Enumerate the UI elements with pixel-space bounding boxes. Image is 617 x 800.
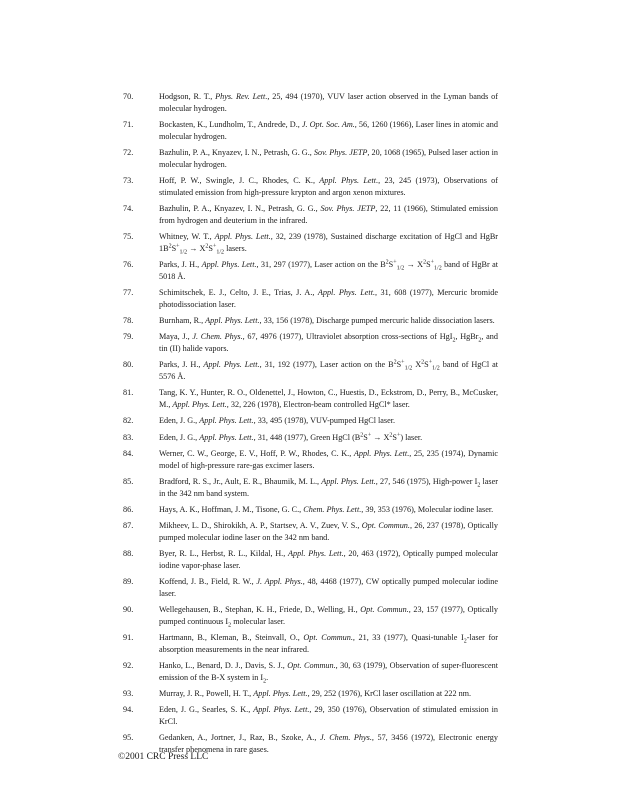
reference-number: 94. — [123, 705, 134, 715]
reference-item — [0, 604, 617, 627]
reference-item — [0, 359, 617, 382]
reference-number: 88. — [123, 549, 134, 559]
reference-text: Bockasten, K., Lundholm, T., Andrede, D., J. Opt. Soc. Am., 56, 1260 (1966), Laser lines in atomic and molecular hydrogen. — [159, 120, 498, 141]
reference-item — [0, 576, 617, 599]
reference-item — [0, 432, 617, 444]
reference-item — [0, 660, 617, 683]
reference-item — [0, 315, 617, 327]
reference-text: Hodgson, R. T., Phys. Rev. Lett., 25, 494 (1970), VUV laser action observed in the Lyman bands of molecular hydrogen. — [159, 92, 498, 113]
reference-text: Bazhulin, P. A., Knyazev, I. N., Petrash, G. G., Sov. Phys. JETP, 22, 11 (1966), Stimulated emission from hydrogen and deuterium in the infrared. — [159, 204, 498, 225]
reference-text: Hays, A. K., Hoffman, J. M., Tisone, G. C., Chem. Phys. Lett., 39, 353 (1976), Molecular iodine laser. — [159, 504, 494, 514]
reference-number: 82. — [123, 416, 134, 426]
reference-item — [0, 331, 617, 354]
reference-list — [0, 91, 617, 760]
reference-item — [0, 704, 617, 727]
reference-text: Tang, K. Y., Hunter, R. O., Oldenettel, J., Howton, C., Huestis, D., Eckstrom, D., Perry, B., McCusker, M., Appl. Phys. Lett., 32, 226 (1978), Electron-beam controlled HgCl* laser. — [159, 388, 498, 409]
reference-item — [0, 231, 617, 254]
reference-number: 78. — [123, 316, 134, 325]
reference-text: Werner, C. W., George, E. V., Hoff, P. W., Rhodes, C. K., Appl. Phys. Lett., 25, 235 (1974), Dynamic model of high-pressure rare-gas excimer lasers. — [159, 448, 498, 470]
reference-number: 74. — [123, 204, 134, 213]
reference-number: 77. — [123, 288, 134, 297]
reference-text: Koffend, J. B., Field, R. W., J. Appl. Phys., 48, 4468 (1977), CW optically pumped molecular iodine laser. — [159, 577, 498, 598]
reference-number: 75. — [123, 232, 134, 241]
reference-item — [0, 147, 617, 170]
reference-number: 70. — [123, 92, 134, 101]
reference-number: 87. — [123, 521, 134, 531]
reference-text: Hanko, L., Benard, D. J., Davis, S. J., Opt. Commun., 30, 63 (1979), Observation of super-fluorescent emission of the B-X system in $I_2$. — [159, 661, 498, 685]
reference-number: 80. — [123, 360, 134, 370]
reference-text: Hoff, P. W., Swingle, J. C., Rhodes, C. K., Appl. Phys. Lett., 23, 245 (1973), Observations of stimulated emission from high-pressure krypton and argon xenon mixtures. — [159, 176, 498, 197]
reference-number: 85. — [123, 476, 134, 486]
reference-text: Bradford, R. S., Jr., Ault, E. R., Bhaumik, M. L., Appl. Phys. Lett., 27, 546 (1975), High-power $I_2$ laser in the 342 nm band system. — [159, 476, 498, 498]
reference-number: 89. — [123, 577, 134, 587]
reference-item — [0, 91, 617, 114]
reference-number: 86. — [123, 504, 134, 514]
reference-number: 81. — [123, 388, 134, 398]
reference-item — [0, 119, 617, 142]
reference-text: Mikheev, L. D., Shirokikh, A. P., Startsev, A. V., Zuev, V. S., Opt. Commun., 26, 237 (1978), Optically pumped molecular iodine laser on the 342 nm band. — [159, 521, 499, 542]
reference-number: 84. — [123, 448, 134, 458]
reference-text: Burnham, R., Appl. Phys. Lett., 33, 156 (1978), Discharge pumped mercuric halide dissociation lasers. — [159, 316, 495, 325]
reference-item — [0, 448, 617, 471]
reference-number: 71. — [123, 120, 134, 129]
copyright-footer: ©2001 CRC Press LLC — [118, 752, 209, 762]
reference-text: Eden, J. G., Appl. Phys. Lett., 33, 495 (1978), VUV-pumped HgCl laser. — [159, 416, 396, 426]
reference-text: Whitney, W. T., Appl. Phys. Lett., 32, 239 (1978), Sustained discharge excitation of HgCl and HgBr $1B^2S^+_{1/2} \to X^2S^+_{1/2}$ lasers. — [159, 232, 499, 256]
reference-item — [0, 520, 617, 543]
reference-text: Parks, J. H., Appl. Phys. Lett., 31, 297 (1977), Laser action on the $B^2S^+_{1/2} \to X^2S^+_{1/2}$ band of HgBr at 5018 Å. — [159, 259, 498, 281]
reference-text: Gedanken, A., Jortner, J., Raz, B., Szoke, A., J. Chem. Phys., 57, 3456 (1972), Electronic energy transfer phenomena in rare gases. — [159, 733, 498, 755]
reference-number: 92. — [123, 661, 134, 671]
reference-text: Hartmann, B., Kleman, B., Steinvall, O., Opt. Commun., 21, 33 (1977), Quasi-tunable $I_2$-laser for absorption measurements in the near infrared. — [159, 633, 499, 654]
reference-item — [0, 732, 617, 755]
reference-item — [0, 259, 617, 282]
reference-text: Eden, J. G., Searles, S. K., Appl. Phys. Lett., 29, 350 (1976), Observation of stimulated emission in KrCl. — [159, 705, 498, 727]
reference-number: 73. — [123, 176, 134, 185]
reference-item — [0, 203, 617, 226]
reference-text: Wellegehausen, B., Stephan, K. H., Friede, D., Welling, H., Opt. Commun., 23, 157 (1977), Optically pumped continuous $I_2$ molecular laser. — [159, 605, 498, 629]
reference-number: 76. — [123, 260, 134, 269]
reference-item — [0, 688, 617, 700]
reference-item — [0, 548, 617, 571]
reference-text: Eden, J. G., Appl. Phys. Lett., 31, 448 (1977), Green HgCl $(B^2S^+ \to X^2S^+)$ laser. — [159, 431, 423, 442]
reference-item — [0, 504, 617, 516]
reference-number: 91. — [123, 633, 134, 643]
reference-text: Byer, R. L., Herbst, R. L., Kildal, H., Appl. Phys. Lett., 20, 463 (1972), Optically pumped molecular iodine vapor-phase laser. — [159, 549, 498, 570]
reference-number: 72. — [123, 148, 134, 157]
reference-text: Parks, J. H., Appl. Phys. Lett., 31, 192 (1977), Laser action on the $B^2S^+_{1/2}$ $X^2S^+_{1/2}$ band of HgCl at 5576 Å. — [159, 359, 499, 381]
reference-number: 90. — [123, 605, 134, 615]
reference-number: 83. — [123, 432, 134, 442]
reference-item — [0, 387, 617, 410]
reference-item — [0, 476, 617, 499]
reference-number: 93. — [123, 689, 134, 699]
reference-number: 95. — [123, 733, 134, 743]
reference-text: Maya, J., J. Chem. Phys., 67, 4976 (1977), Ultraviolet absorption cross-sections of HgI$_2$, HgBr$_2$, and tin (II) halide vapors. — [159, 332, 498, 353]
reference-item — [0, 287, 617, 310]
reference-text: Murray, J. R., Powell, H. T., Appl. Phys. Lett., 29, 252 (1976), KrCl laser oscillation at 222 nm. — [159, 689, 472, 699]
reference-text: Bazhulin, P. A., Knyazev, I. N., Petrash, G. G., Sov. Phys. JETP, 20, 1068 (1965), Pulsed laser action in molecular hydrogen. — [159, 148, 498, 169]
reference-number: 79. — [123, 332, 134, 342]
reference-item — [0, 632, 617, 655]
reference-item — [0, 175, 617, 198]
reference-item — [0, 415, 617, 427]
reference-text: Schimitschek, E. J., Celto, J. E., Trias, J. A., Appl. Phys. Lett., 31, 608 (1977), Mercuric bromide photodissociation laser. — [159, 288, 498, 309]
